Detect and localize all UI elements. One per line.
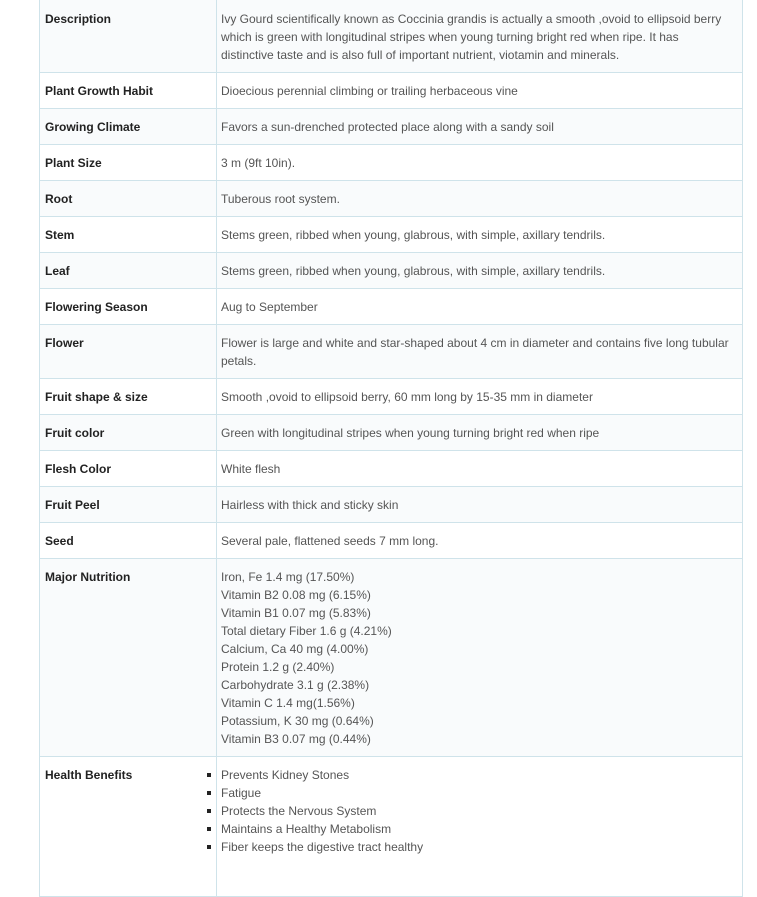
row-label-flower: Flower xyxy=(40,325,217,379)
row-value-flowering-season: Aug to September xyxy=(217,289,743,325)
nutrition-item: Vitamin B3 0.07 mg (0.44%) xyxy=(221,732,371,746)
table-row xyxy=(40,145,743,181)
table-row xyxy=(40,487,743,523)
table-row xyxy=(40,379,743,415)
row-value-leaf: Stems green, ribbed when young, glabrous, with simple, axillary tendrils. xyxy=(217,253,743,289)
nutrition-item: Potassium, K 30 mg (0.64%) xyxy=(221,714,374,728)
nutrition-item: Total dietary Fiber 1.6 g (4.21%) xyxy=(221,624,392,638)
table-row xyxy=(40,73,743,109)
nutrition-item: Iron, Fe 1.4 mg (17.50%) xyxy=(221,570,355,584)
nutrition-item: Vitamin B1 0.07 mg (5.83%) xyxy=(221,606,371,620)
row-label-health-benefits: Health Benefits xyxy=(40,757,217,897)
row-label-seed: Seed xyxy=(40,523,217,559)
row-value-description: Ivy Gourd scientifically known as Coccinia grandis is actually a smooth ,ovoid to ellipsoid berry which is green with longitudinal stripes when young turning bright red when ripe. It has distinctive taste and is also full of important nutrient, viotamin and minerals. xyxy=(217,0,743,73)
nutrition-item: Vitamin C 1.4 mg(1.56%) xyxy=(221,696,355,710)
row-label-growth-habit: Plant Growth Habit xyxy=(40,73,217,109)
row-value-plant-size: 3 m (9ft 10in). xyxy=(217,145,743,181)
row-value-health-benefits xyxy=(217,757,743,897)
row-value-flower: Flower is large and white and star-shaped about 4 cm in diameter and contains five long tubular petals. xyxy=(217,325,743,379)
row-label-flesh-color: Flesh Color xyxy=(40,451,217,487)
table-row xyxy=(40,217,743,253)
row-value-seed: Several pale, flattened seeds 7 mm long. xyxy=(217,523,743,559)
row-label-major-nutrition: Major Nutrition xyxy=(40,559,217,757)
nutrition-item: Carbohydrate 3.1 g (2.38%) xyxy=(221,678,370,692)
row-label-fruit-peel: Fruit Peel xyxy=(40,487,217,523)
row-label-fruit-shape: Fruit shape & size xyxy=(40,379,217,415)
row-value-stem: Stems green, ribbed when young, glabrous, with simple, axillary tendrils. xyxy=(217,217,743,253)
row-value-fruit-shape: Smooth ,ovoid to ellipsoid berry, 60 mm long by 15-35 mm in diameter xyxy=(217,379,743,415)
row-label-leaf: Leaf xyxy=(40,253,217,289)
row-value-major-nutrition xyxy=(217,559,743,757)
table-row xyxy=(40,325,743,379)
table-row xyxy=(40,523,743,559)
plant-facts-table-container xyxy=(39,0,742,897)
table-row xyxy=(40,253,743,289)
row-value-growing-climate: Favors a sun-drenched protected place along with a sandy soil xyxy=(217,109,743,145)
row-value-growth-habit: Dioecious perennial climbing or trailing herbaceous vine xyxy=(217,73,743,109)
table-row xyxy=(40,181,743,217)
nutrition-item: Vitamin B2 0.08 mg (6.15%) xyxy=(221,588,371,602)
row-value-fruit-color: Green with longitudinal stripes when young turning bright red when ripe xyxy=(217,415,743,451)
health-benefit-item: Fiber keeps the digestive tract healthy xyxy=(221,838,734,856)
nutrition-item: Calcium, Ca 40 mg (4.00%) xyxy=(221,642,369,656)
row-value-fruit-peel: Hairless with thick and sticky skin xyxy=(217,487,743,523)
row-label-plant-size: Plant Size xyxy=(40,145,217,181)
table-row xyxy=(40,289,743,325)
row-label-description: Description xyxy=(40,0,217,73)
row-value-flesh-color: White flesh xyxy=(217,451,743,487)
health-benefit-item: Protects the Nervous System xyxy=(221,802,734,820)
table-row xyxy=(40,415,743,451)
health-benefit-item: Maintains a Healthy Metabolism xyxy=(221,820,734,838)
table-row xyxy=(40,109,743,145)
row-label-flowering-season: Flowering Season xyxy=(40,289,217,325)
health-benefits-list xyxy=(221,766,734,856)
health-benefit-item: Fatigue xyxy=(221,784,734,802)
row-label-root: Root xyxy=(40,181,217,217)
row-label-growing-climate: Growing Climate xyxy=(40,109,217,145)
plant-facts-table xyxy=(39,0,743,897)
health-benefit-item: Prevents Kidney Stones xyxy=(221,766,734,784)
row-label-stem: Stem xyxy=(40,217,217,253)
table-row xyxy=(40,559,743,757)
table-row xyxy=(40,757,743,897)
table-row xyxy=(40,0,743,73)
row-value-root: Tuberous root system. xyxy=(217,181,743,217)
table-row xyxy=(40,451,743,487)
row-label-fruit-color: Fruit color xyxy=(40,415,217,451)
nutrition-item: Protein 1.2 g (2.40%) xyxy=(221,660,335,674)
